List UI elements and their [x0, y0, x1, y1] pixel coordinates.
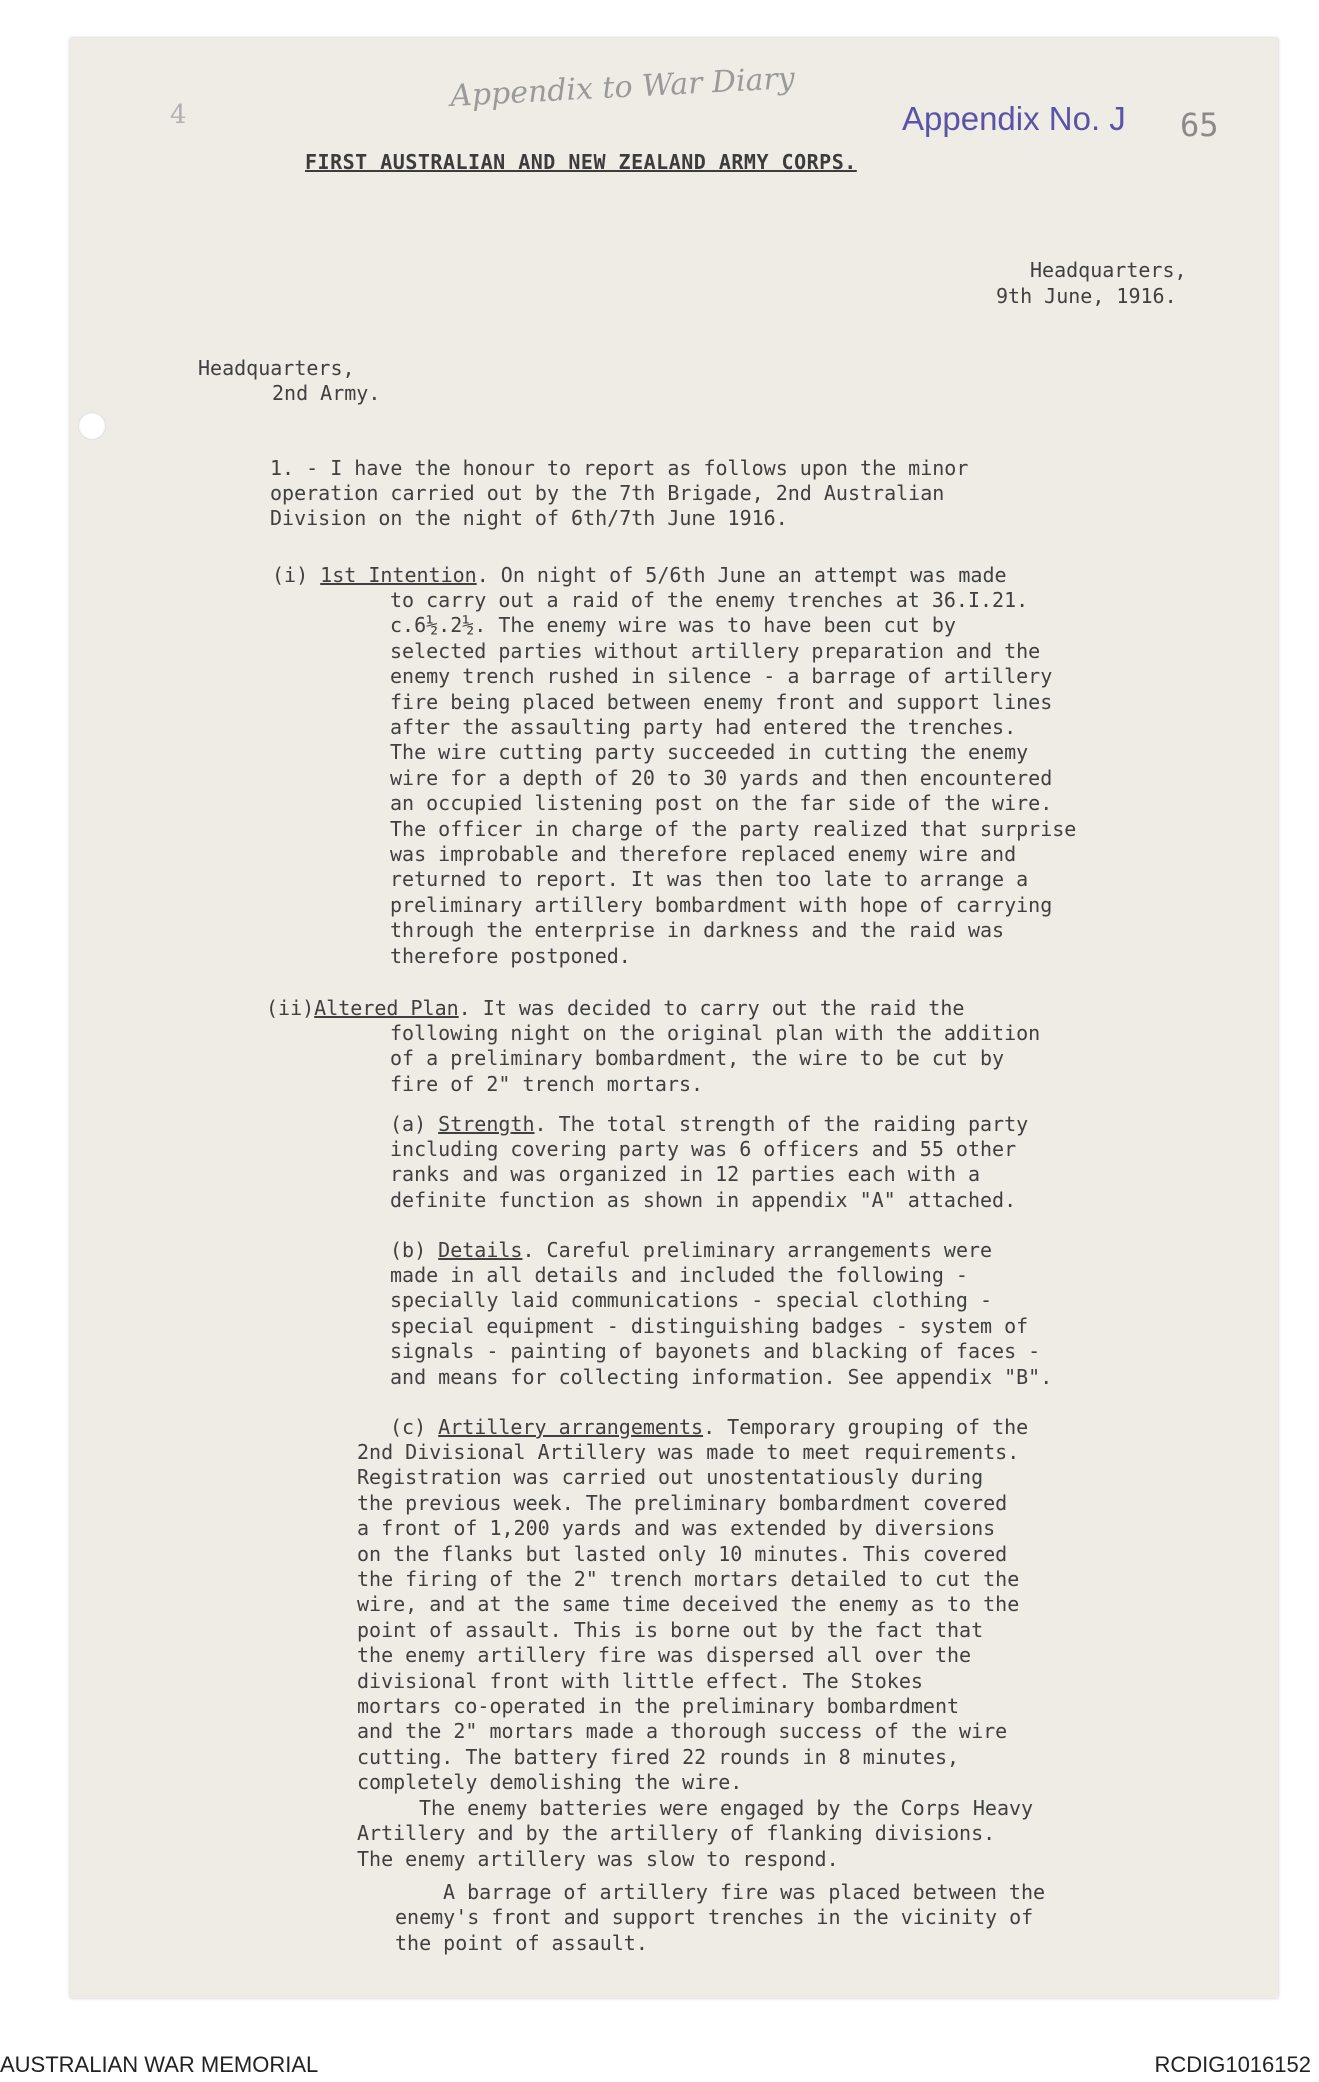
artillery-line: 2nd Divisional Artillery was made to meet requirements.	[357, 1440, 1020, 1464]
artillery-first-line	[390, 1415, 1028, 1440]
artillery-para3-line: the point of assault.	[395, 1930, 648, 1955]
page-number: 65	[1180, 106, 1219, 144]
artillery-para-3	[395, 1880, 1045, 1956]
artillery-line: the enemy artillery fire was dispersed all over the	[357, 1643, 972, 1668]
artillery-line: completely demolishing the wire.	[357, 1770, 743, 1795]
artillery-line: point of assault. This is borne out by the fact that	[357, 1617, 984, 1642]
details-line: specially laid communications - special clothing -	[390, 1288, 993, 1313]
para1-line-2: operation carried out by the 7th Brigade, 2nd Australian	[270, 481, 945, 505]
artillery-para3-line: enemy's front and support trenches in the vicinity of	[395, 1905, 1034, 1930]
details-first-line-text: . Careful preliminary arrangements were	[522, 1238, 993, 1262]
artillery-line: mortars co-operated in the preliminary bombardment	[357, 1694, 960, 1719]
details-first-line	[390, 1238, 992, 1263]
artillery-line: on the flanks but lasted only 10 minutes. This covered	[357, 1541, 1008, 1566]
intention-number: (i)	[272, 563, 309, 587]
artillery-line: and the 2" mortars made a thorough success of the wire	[357, 1719, 1008, 1744]
altered-line: fire of 2" trench mortars.	[390, 1071, 704, 1096]
altered-number: (ii)	[266, 996, 315, 1020]
artillery-para3-line: A barrage of artillery fire was placed between the	[443, 1880, 1046, 1904]
artillery-first-line-text: . Temporary grouping of the	[703, 1415, 1029, 1439]
footer-institution: AUSTRALIAN WAR MEMORIAL	[0, 2052, 319, 2077]
altered-first-line	[266, 996, 964, 1021]
intention-line: was improbable and therefore replaced enemy wire and	[390, 842, 1017, 867]
intention-line: The wire cutting party succeeded in cutting the enemy	[390, 740, 1029, 765]
corner-number: 4	[170, 100, 187, 130]
intention-line: c.6½.2½. The enemy wire was to have been cut by	[390, 613, 956, 638]
intention-line: selected parties without artillery preparation and the	[390, 638, 1041, 663]
intention-body	[390, 588, 1076, 969]
artillery-heading: Artillery arrangements	[438, 1415, 704, 1439]
strength-first-line-text: . The total strength of the raiding party	[534, 1112, 1029, 1136]
altered-body	[390, 1021, 1040, 1097]
artillery-para2-line: The enemy batteries were engaged by the Corps Heavy	[419, 1796, 1034, 1820]
altered-heading: Altered Plan	[314, 996, 459, 1020]
intention-heading: 1st Intention	[320, 563, 477, 587]
strength-label: (a)	[390, 1112, 427, 1136]
intention-first-line	[272, 563, 1007, 588]
strength-line: ranks and was organized in 12 parties each with a	[390, 1162, 981, 1187]
strength-line: definite function as shown in appendix "A" attached.	[390, 1187, 1017, 1212]
para1-line-3: Division on the night of 6th/7th June 1916.	[270, 506, 788, 530]
altered-line: following night on the original plan with the addition	[390, 1021, 1041, 1045]
details-line: and means for collecting information. See appendix "B".	[390, 1364, 1053, 1389]
intention-line: an occupied listening post on the far side of the wire.	[390, 791, 1053, 816]
artillery-body	[357, 1440, 1019, 1796]
altered-line: of a preliminary bombardment, the wire to be cut by	[390, 1046, 1005, 1071]
details-line: signals - painting of bayonets and blacking of faces -	[390, 1339, 1041, 1364]
intention-line: through the enterprise in darkness and the raid was	[390, 918, 1005, 943]
para1-line-1: 1. - I have the honour to report as follows upon the minor	[270, 456, 969, 480]
artillery-para-2	[357, 1796, 1033, 1872]
punch-hole	[78, 412, 106, 440]
intention-line: enemy trench rushed in silence - a barrage of artillery	[390, 664, 1053, 689]
artillery-line: wire, and at the same time deceived the enemy as to the	[357, 1592, 1020, 1617]
appendix-stamp: Appendix No. J	[902, 100, 1126, 137]
artillery-para2-line: Artillery and by the artillery of flanking divisions.	[357, 1821, 996, 1846]
footer-record-id: RCDIG1016152	[1154, 2052, 1311, 2077]
artillery-line: Registration was carried out unostentatiously during	[357, 1465, 984, 1490]
strength-line: including covering party was 6 officers and 55 other	[390, 1137, 1017, 1161]
intention-line: The officer in charge of the party realized that surprise	[390, 816, 1077, 841]
intention-line: returned to report. It was then too late to arrange a	[390, 867, 1029, 892]
strength-first-line	[390, 1112, 1028, 1137]
intention-line: wire for a depth of 20 to 30 yards and then encountered	[390, 765, 1053, 790]
intention-first-line-text: . On night of 5/6th June an attempt was made	[476, 563, 1007, 587]
details-label: (b)	[390, 1238, 427, 1262]
details-line: made in all details and included the following -	[390, 1263, 968, 1287]
details-body	[390, 1263, 1052, 1390]
details-line: special equipment - distinguishing badges - system of	[390, 1313, 1029, 1338]
sender-date: 9th June, 1916.	[996, 284, 1177, 308]
recipient-line-1: Headquarters,	[198, 356, 355, 380]
recipient-line-2: 2nd Army.	[272, 381, 381, 405]
artillery-line: the firing of the 2" trench mortars detailed to cut the	[357, 1567, 1020, 1592]
artillery-line: divisional front with little effect. The Stokes	[357, 1668, 923, 1693]
strength-heading: Strength	[438, 1112, 535, 1136]
intention-line: fire being placed between enemy front and support lines	[390, 689, 1053, 714]
artillery-line: cutting. The battery fired 22 rounds in 8 minutes,	[357, 1744, 960, 1769]
details-heading: Details	[438, 1238, 523, 1262]
artillery-line: a front of 1,200 yards and was extended by diversions	[357, 1516, 996, 1541]
document-title: FIRST AUSTRALIAN AND NEW ZEALAND ARMY CORPS.	[305, 150, 857, 174]
strength-body	[390, 1137, 1016, 1213]
intention-line: therefore postponed.	[390, 943, 631, 968]
altered-first-line-text: . It was decided to carry out the raid the	[458, 996, 965, 1020]
artillery-para2-line: The enemy artillery was slow to respond.	[357, 1846, 839, 1871]
sender-line-1: Headquarters,	[1030, 258, 1187, 282]
intention-line: preliminary artillery bombardment with hope of carrying	[390, 892, 1053, 917]
intention-line: to carry out a raid of the enemy trenches at 36.I.21.	[390, 588, 1029, 612]
intention-line: after the assaulting party had entered the trenches.	[390, 715, 1017, 740]
artillery-label: (c)	[390, 1415, 427, 1439]
artillery-line: the previous week. The preliminary bombardment covered	[357, 1490, 1008, 1515]
pencil-note: Appendix to War Diary	[449, 60, 796, 115]
